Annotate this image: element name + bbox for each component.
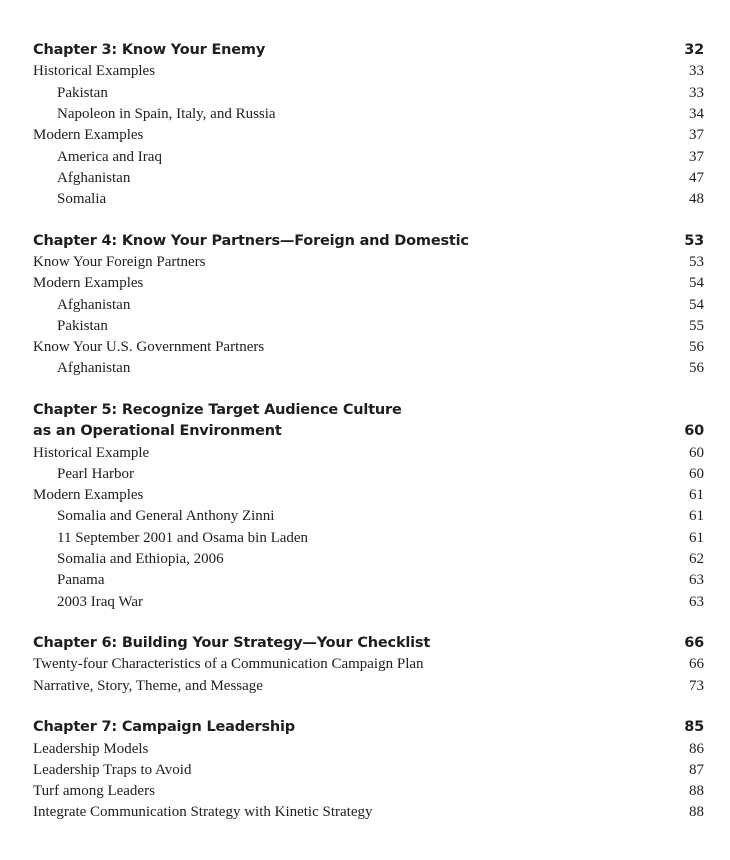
toc-subentry xyxy=(33,147,704,168)
toc-subentry xyxy=(33,570,704,591)
toc-entry-page-number: 88 xyxy=(689,783,704,800)
chapter-heading-title: as an Operational Environment xyxy=(33,423,282,440)
toc-subentry-title: Panama xyxy=(57,572,105,589)
chapter-heading-title: Chapter 7: Campaign Leadership xyxy=(33,719,295,736)
chapter-heading-page-number: 85 xyxy=(684,719,704,736)
toc-entry-title: Modern Examples xyxy=(33,275,144,292)
toc-entry xyxy=(33,125,704,146)
chapter-heading xyxy=(33,717,704,738)
toc-subentry-page-number: 63 xyxy=(689,572,704,589)
toc-subentry-page-number: 60 xyxy=(689,465,704,482)
toc-subentry-title: Somalia xyxy=(57,191,107,208)
toc-entry-title: Know Your Foreign Partners xyxy=(33,253,206,270)
chapter-heading-page-number: 32 xyxy=(684,42,704,58)
toc-subentry-page-number: 47 xyxy=(689,169,704,186)
toc-subentry-title: Afghanistan xyxy=(57,169,131,186)
toc-entry-page-number: 66 xyxy=(689,656,704,673)
toc-subentry-page-number: 56 xyxy=(689,360,704,377)
toc-subentry xyxy=(33,592,704,613)
chapter-heading-title: Chapter 6: Building Your Strategy—Your Checklist xyxy=(33,635,431,652)
toc-subentry-title: Pakistan xyxy=(57,84,108,101)
toc-entry-page-number: 37 xyxy=(689,127,704,144)
chapter-heading xyxy=(33,400,704,421)
chapter-heading-title: Chapter 4: Know Your Partners—Foreign and Domestic xyxy=(33,232,469,249)
toc-subentry-page-number: 33 xyxy=(689,84,704,101)
toc-entry-page-number: 88 xyxy=(689,804,704,821)
toc-entry-title: Leadership Models xyxy=(33,740,149,757)
toc-subentry-title: Napoleon in Spain, Italy, and Russia xyxy=(57,105,276,122)
toc-subentry-page-number: 61 xyxy=(689,508,704,525)
toc-subentry xyxy=(33,189,704,210)
toc-entry-page-number: 61 xyxy=(689,487,704,504)
toc-entry xyxy=(33,760,704,781)
toc-entry-page-number: 33 xyxy=(689,63,704,80)
toc-entry-title: Twenty-four Characteristics of a Communication Campaign Plan xyxy=(33,656,424,673)
toc-subentry xyxy=(33,464,704,485)
toc-subentry-title: Afghanistan xyxy=(57,296,131,313)
toc-entry-page-number: 86 xyxy=(689,740,704,757)
toc-subentry-page-number: 34 xyxy=(689,105,704,122)
toc-entry xyxy=(33,676,704,697)
toc-subentry-page-number: 61 xyxy=(689,529,704,546)
chapter-heading-page-number: 60 xyxy=(684,423,704,440)
toc-subentry xyxy=(33,295,704,316)
toc-subentry-title: Somalia and Ethiopia, 2006 xyxy=(57,551,224,567)
toc-subentry-title: Pakistan xyxy=(57,317,108,334)
toc-entry xyxy=(33,443,704,464)
toc-entry-title: Know Your U.S. Government Partners xyxy=(33,339,265,356)
toc-subentry-title: Pearl Harbor xyxy=(57,465,135,482)
chapter-heading xyxy=(33,421,704,442)
toc-entry xyxy=(33,337,704,358)
toc-entry-page-number: 54 xyxy=(689,275,704,292)
toc-subentry xyxy=(33,528,704,549)
toc-subentry xyxy=(33,83,704,104)
chapter-heading xyxy=(33,231,704,252)
toc-entry-page-number: 60 xyxy=(689,444,704,461)
chapter-heading xyxy=(33,633,704,654)
toc-entry xyxy=(33,802,704,823)
toc-subentry xyxy=(33,549,704,570)
toc-subentry xyxy=(33,316,704,337)
toc-entry xyxy=(33,252,704,273)
chapter-heading xyxy=(33,40,704,61)
toc-entry xyxy=(33,273,704,294)
toc-subentry xyxy=(33,104,704,125)
toc-subentry-page-number: 63 xyxy=(689,593,704,610)
toc-subentry-title: Afghanistan xyxy=(57,360,131,377)
toc-entry-title: Historical Examples xyxy=(33,63,156,80)
toc-subentry-page-number: 55 xyxy=(689,317,704,334)
toc-entry xyxy=(33,61,704,82)
toc-entry-page-number: 87 xyxy=(689,761,704,778)
toc-subentry-page-number: 48 xyxy=(689,191,704,208)
toc-subentry-title: 11 September 2001 and Osama bin Laden xyxy=(57,529,309,546)
toc-entry-title: Turf among Leaders xyxy=(33,783,155,800)
chapter-heading-title: Chapter 5: Recognize Target Audience Culture xyxy=(33,401,402,418)
toc-subentry-title: America and Iraq xyxy=(57,148,162,165)
toc-entry-page-number: 56 xyxy=(689,339,704,356)
chapter-heading-page-number: 53 xyxy=(684,232,704,249)
toc-entry-title: Modern Examples xyxy=(33,487,144,504)
toc-subentry-page-number: 37 xyxy=(689,148,704,165)
toc-entry xyxy=(33,781,704,802)
toc-subentry xyxy=(33,168,704,189)
chapter-heading-page-number: 66 xyxy=(684,635,704,652)
toc-entry-title: Narrative, Story, Theme, and Message xyxy=(33,677,263,694)
toc-entry-title: Leadership Traps to Avoid xyxy=(33,761,192,778)
toc-subentry-title: Somalia and General Anthony Zinni xyxy=(57,508,275,525)
toc-subentry-page-number: 62 xyxy=(689,551,704,567)
toc-subentry xyxy=(33,358,704,379)
toc-entry-title: Historical Example xyxy=(33,444,150,461)
toc-subentry-page-number: 54 xyxy=(689,296,704,313)
toc-entry-page-number: 73 xyxy=(689,677,704,694)
toc-subentry-title: 2003 Iraq War xyxy=(57,593,143,610)
toc-entry xyxy=(33,739,704,760)
toc-entry-page-number: 53 xyxy=(689,253,704,270)
toc-entry-title: Integrate Communication Strategy with Kinetic Strategy xyxy=(33,804,373,821)
toc-subentry xyxy=(33,506,704,527)
toc-entry-title: Modern Examples xyxy=(33,127,144,144)
toc-entry xyxy=(33,485,704,506)
chapter-heading-title: Chapter 3: Know Your Enemy xyxy=(33,42,266,58)
toc-entry xyxy=(33,654,704,675)
